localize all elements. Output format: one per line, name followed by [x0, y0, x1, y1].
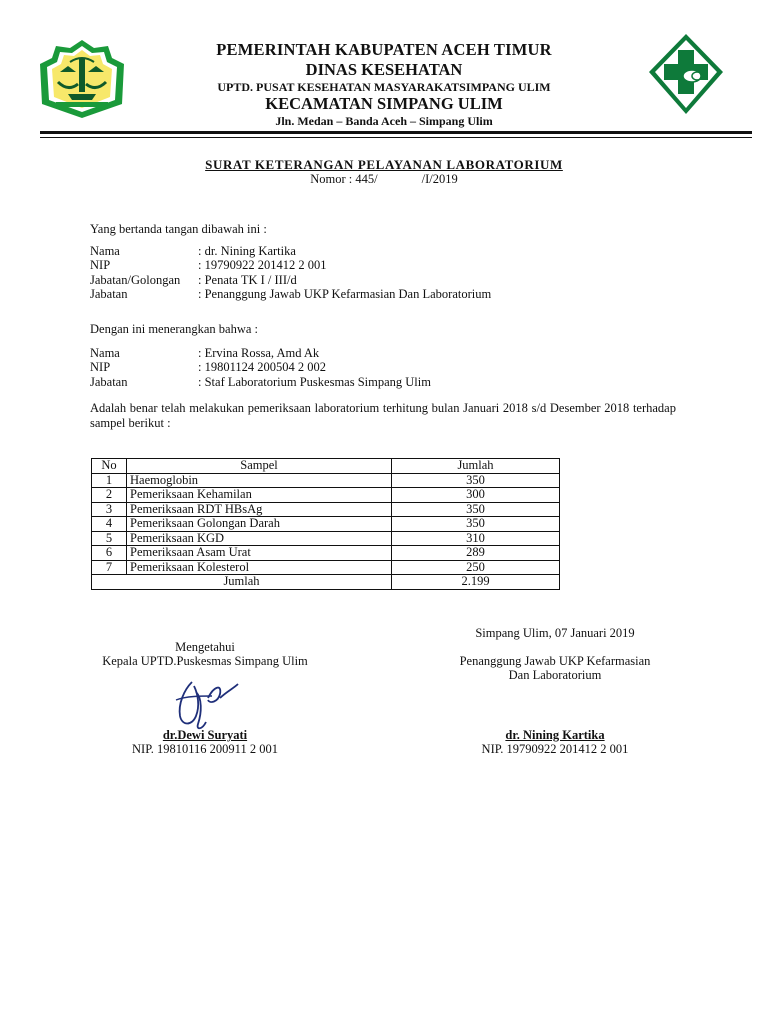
- letter-title: SURAT KETERANGAN PELAYANAN LABORATORIUM: [205, 157, 563, 172]
- letterhead-government: PEMERINTAH KABUPATEN ACEH TIMUR: [216, 40, 552, 59]
- field-value: : 19790922 201412 2 001: [198, 258, 327, 273]
- letter-number-prefix: Nomor : 445/: [310, 172, 378, 186]
- field-value: : Penata TK I / III/d: [198, 272, 297, 287]
- field-label: NIP: [90, 360, 111, 375]
- health-cross-icon: [647, 32, 725, 116]
- letterhead-address: Jln. Medan – Banda Aceh – Simpang Ulim: [275, 113, 493, 128]
- table-row: [92, 502, 560, 517]
- table-row: [92, 473, 560, 488]
- letterhead-department: DINAS KESEHATAN: [305, 59, 463, 79]
- cell-qty: 350: [392, 517, 560, 532]
- signer-position-row: [90, 287, 690, 301]
- cell-no: 5: [92, 531, 127, 546]
- field-value: : Ervina Rossa, Amd Ak: [198, 346, 320, 360]
- table-total-row: [92, 575, 560, 590]
- subject-position-row: [90, 375, 690, 389]
- letterhead-unit: UPTD. PUSAT KESEHATAN MASYARAKATSIMPANG ULIM: [217, 79, 551, 94]
- cell-qty: 350: [392, 502, 560, 517]
- cell-no: 1: [92, 473, 127, 488]
- signer-nip-row: [90, 258, 690, 272]
- field-label: Nama: [90, 244, 120, 258]
- sign-left-name: dr.Dewi Suryati: [162, 728, 248, 742]
- handwritten-signature-icon: [158, 672, 248, 734]
- field-label: Jabatan: [90, 287, 128, 302]
- table-row: [92, 517, 560, 532]
- samples-table: [91, 458, 560, 590]
- letter-number-suffix: /I/2019: [421, 172, 458, 186]
- table-row: [92, 560, 560, 575]
- letterhead-district: KECAMATAN SIMPANG ULIM: [265, 93, 503, 113]
- cell-sample: Pemeriksaan Kehamilan: [127, 488, 392, 503]
- field-value: : Staf Laboratorium Puskesmas Simpang Ulim: [198, 374, 431, 389]
- sign-left-nip: NIP. 19810116 200911 2 001: [132, 742, 278, 757]
- cell-sample: Pemeriksaan KGD: [127, 531, 392, 546]
- aceh-timur-crest-icon: [38, 38, 126, 120]
- intro-text: Yang bertanda tangan dibawah ini :: [90, 222, 267, 236]
- sign-left-header: [90, 640, 320, 669]
- statement-text: Adalah benar telah melakukan pemeriksaan laboratorium terhitung bulan Januari 2018 s/d Desember 2018 terhadap sampel berikut :: [90, 401, 676, 430]
- cell-no: 7: [92, 560, 127, 575]
- field-value: : Penanggung Jawab UKP Kefarmasian Dan Laboratorium: [198, 287, 492, 302]
- cell-sample: Haemoglobin: [127, 473, 392, 488]
- signer-details: [90, 244, 690, 302]
- declare-text: Dengan ini menerangkan bahwa :: [90, 322, 258, 336]
- cell-sample: Pemeriksaan Asam Urat: [127, 546, 392, 561]
- cell-qty: 289: [392, 546, 560, 561]
- cell-sample: Pemeriksaan RDT HBsAg: [127, 502, 392, 517]
- signer-rank-row: [90, 273, 690, 287]
- sign-right-footer: [445, 728, 665, 757]
- cell-qty: 350: [392, 473, 560, 488]
- place-date: Simpang Ulim, 07 Januari 2019: [475, 626, 635, 640]
- cell-qty: 250: [392, 560, 560, 575]
- signer-name-row: [90, 244, 690, 258]
- cell-no: 3: [92, 502, 127, 517]
- header-sample: Sampel: [127, 459, 392, 474]
- letterhead-divider-thick: [40, 131, 752, 134]
- cell-no: 4: [92, 517, 127, 532]
- cell-sample: Pemeriksaan Golongan Darah: [127, 517, 392, 532]
- cell-no: 6: [92, 546, 127, 561]
- field-value: : dr. Nining Kartika: [198, 244, 296, 258]
- sign-right-nip: NIP. 19790922 201412 2 001: [481, 742, 629, 757]
- subject-details: [90, 346, 690, 389]
- header-qty: Jumlah: [392, 459, 560, 474]
- header-no: No: [92, 459, 127, 474]
- letterhead: [150, 40, 618, 128]
- field-value: : 19801124 200504 2 002: [198, 360, 327, 375]
- letter-number: [90, 172, 678, 187]
- subject-nip-row: [90, 360, 690, 374]
- field-label: NIP: [90, 258, 111, 273]
- sign-left-line2: Kepala UPTD.Puskesmas Simpang Ulim: [102, 654, 308, 669]
- sign-right-header: [445, 654, 665, 683]
- subject-name-row: [90, 346, 690, 360]
- cell-qty: 310: [392, 531, 560, 546]
- total-label: Jumlah: [92, 575, 392, 590]
- sign-left-footer: [90, 728, 320, 757]
- cell-sample: Pemeriksaan Kolesterol: [127, 560, 392, 575]
- sign-right-line1: Penanggung Jawab UKP Kefarmasian: [459, 654, 651, 668]
- letterhead-divider-thin: [40, 137, 752, 138]
- field-label: Jabatan: [90, 374, 128, 389]
- table-row: [92, 546, 560, 561]
- sign-right-line2: Dan Laboratorium: [508, 668, 602, 683]
- field-label: Jabatan/Golongan: [90, 272, 181, 287]
- table-header-row: [92, 459, 560, 474]
- sign-right-name: dr. Nining Kartika: [505, 728, 605, 742]
- cell-no: 2: [92, 488, 127, 503]
- field-label: Nama: [90, 346, 120, 360]
- table-row: [92, 531, 560, 546]
- sign-left-line1: Mengetahui: [175, 640, 235, 654]
- table-row: [92, 488, 560, 503]
- cell-qty: 300: [392, 488, 560, 503]
- total-value: 2.199: [392, 575, 560, 590]
